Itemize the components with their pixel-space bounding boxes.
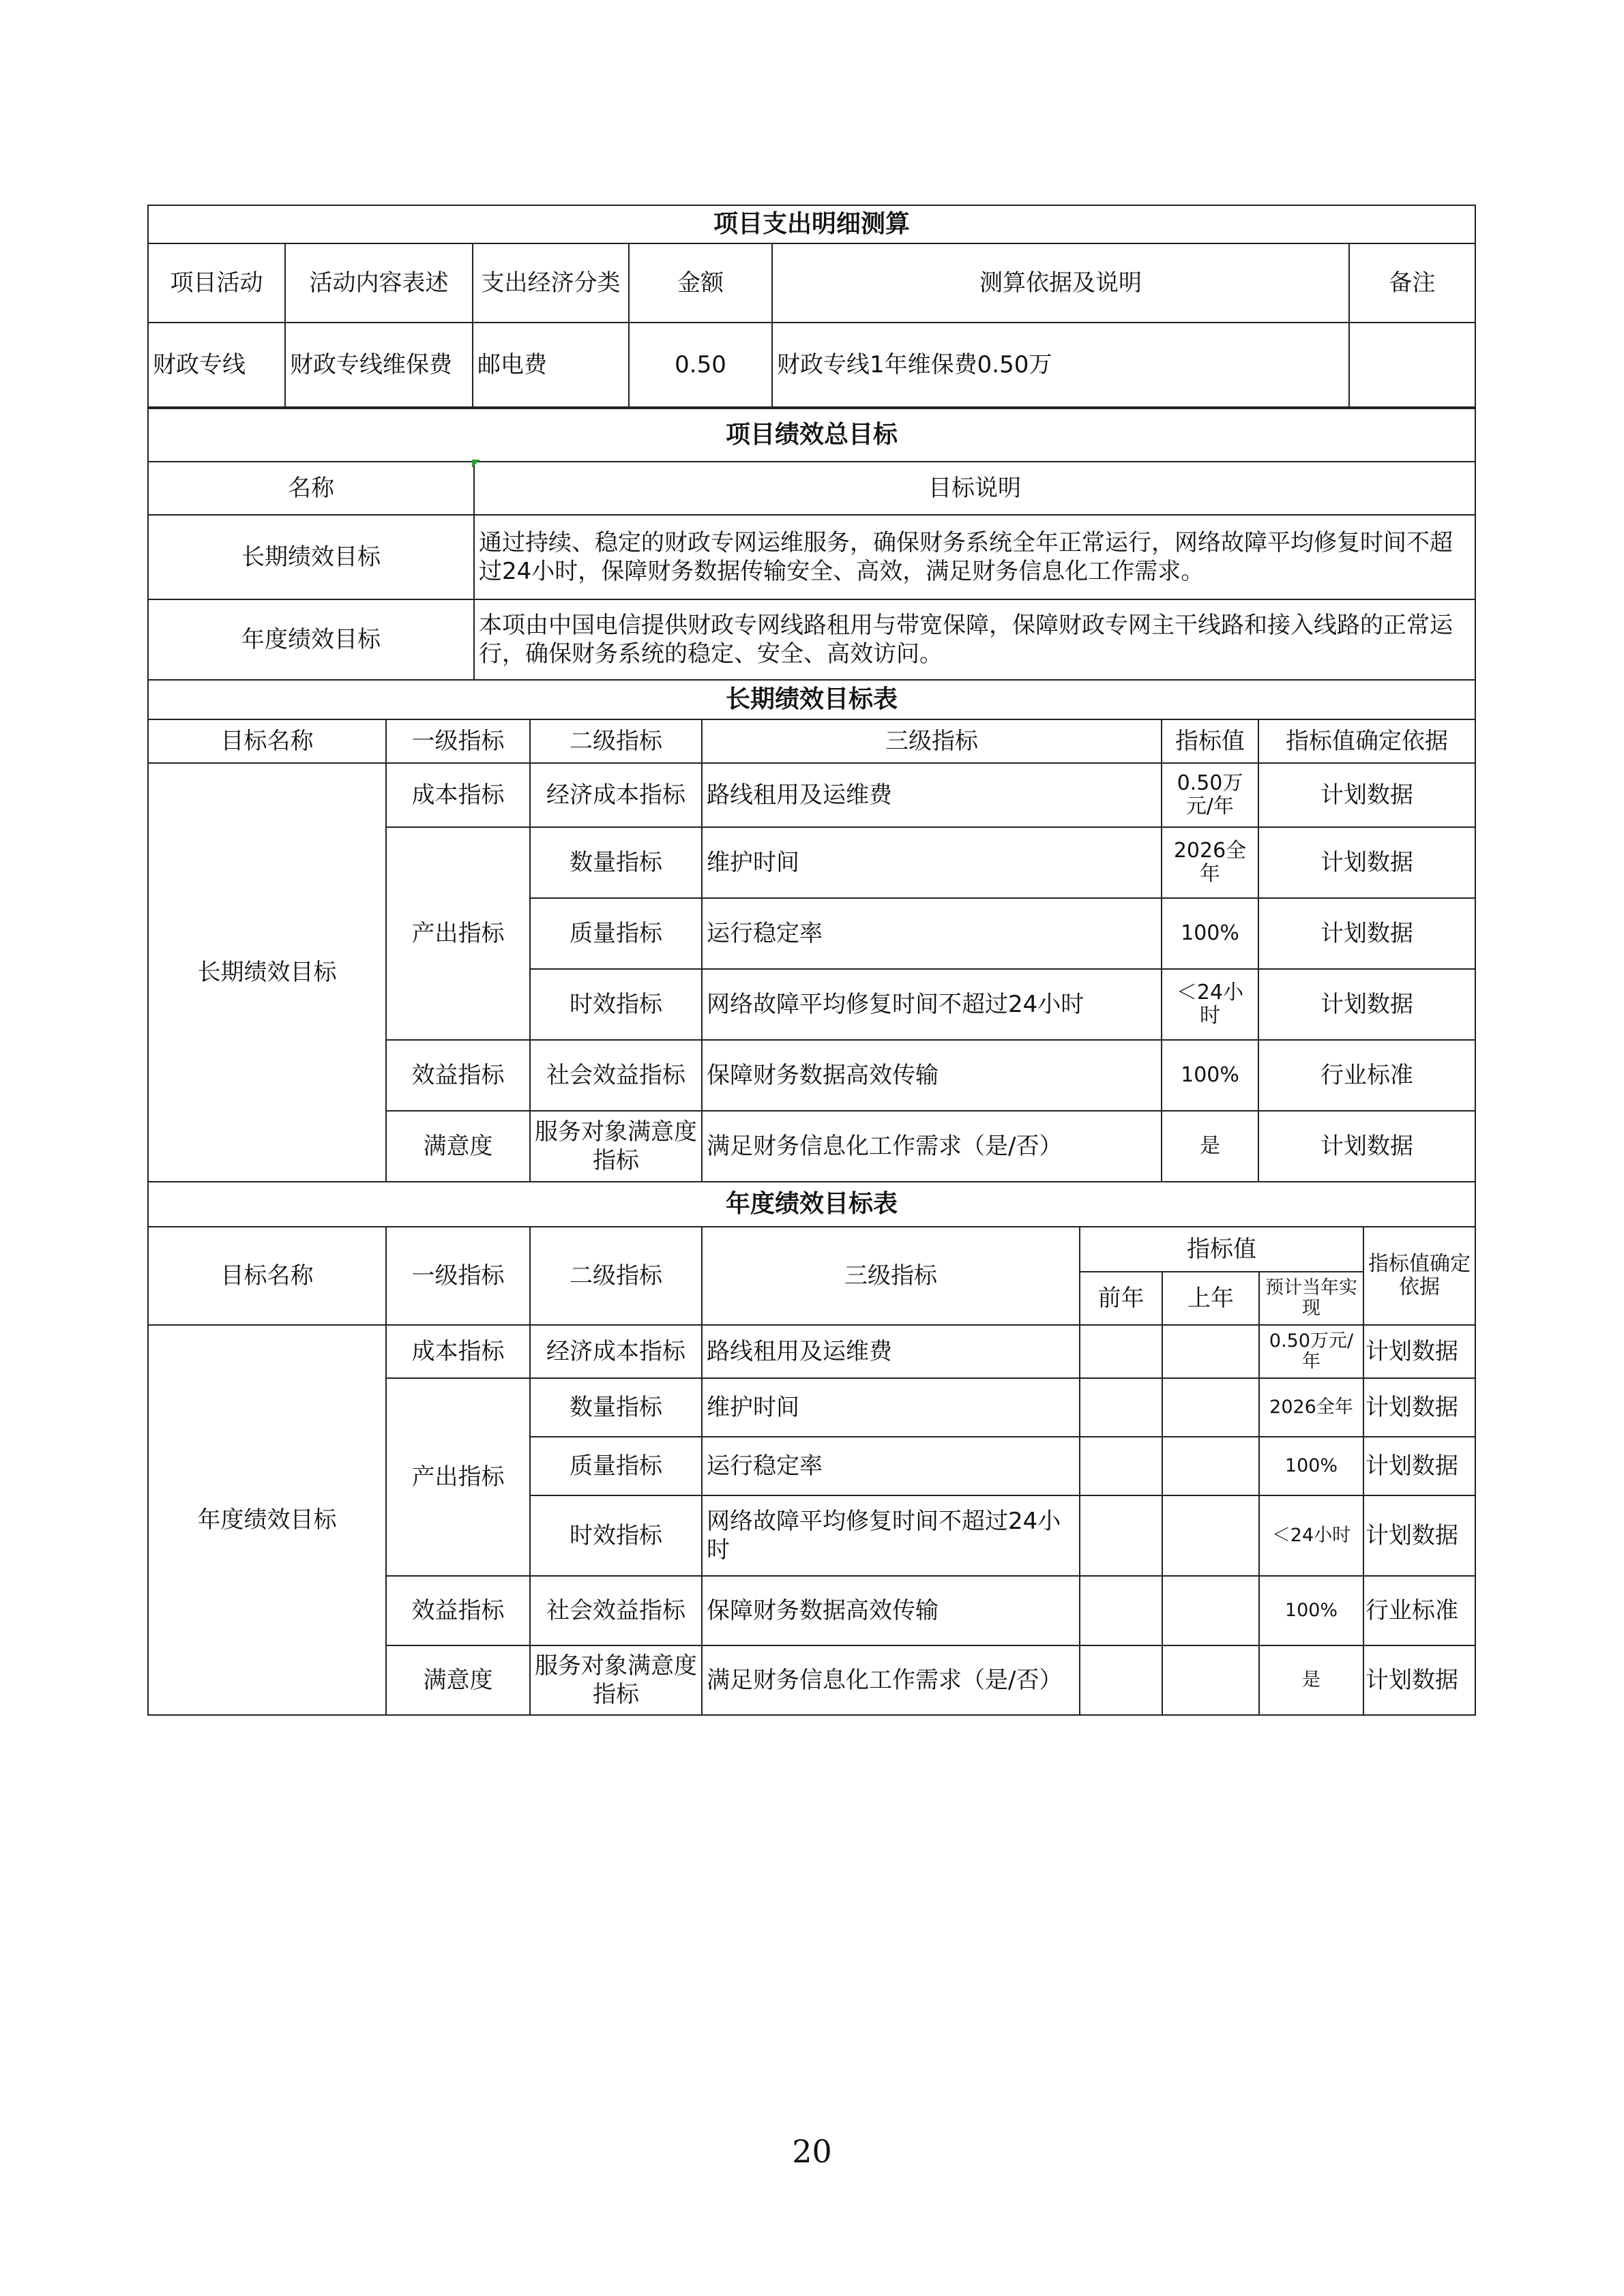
long-header-goal: 目标名称 xyxy=(148,719,386,763)
long-header-l2: 二级指标 xyxy=(530,719,702,763)
long-basis: 计划数据 xyxy=(1258,1111,1475,1182)
expense-basis: 财政专线1年维保费0.50万 xyxy=(772,323,1349,407)
long-value: 是 xyxy=(1162,1111,1258,1182)
expense-remark xyxy=(1349,323,1475,407)
annual-prev2 xyxy=(1080,1495,1162,1576)
overall-title: 项目绩效总目标 xyxy=(148,408,1475,462)
expense-header-amount: 金额 xyxy=(629,243,772,323)
annual-prev2 xyxy=(1080,1378,1162,1437)
annual-title: 年度绩效目标表 xyxy=(148,1182,1475,1227)
long-value: 100% xyxy=(1162,898,1258,969)
long-l1-output: 产出指标 xyxy=(386,827,530,1040)
long-basis: 计划数据 xyxy=(1258,969,1475,1040)
long-l1-cost: 成本指标 xyxy=(386,763,530,827)
annual-header-l1: 一级指标 xyxy=(386,1227,530,1325)
long-l2: 数量指标 xyxy=(530,827,702,898)
annual-prev2 xyxy=(1080,1576,1162,1645)
annual-prev1 xyxy=(1162,1645,1259,1715)
annual-goal-text: 本项由中国电信提供财政专网线路租用与带宽保障，保障财政专网主干线路和接入线路的正常运行，确保财务系统的稳定、安全、高效访问。 xyxy=(474,599,1475,680)
annual-current: 0.50万元/年 xyxy=(1259,1325,1363,1378)
annual-header-l2: 二级指标 xyxy=(530,1227,702,1325)
annual-header-goal: 目标名称 xyxy=(148,1227,386,1325)
long-goal-name: 长期绩效目标 xyxy=(148,763,386,1182)
long-l3: 维护时间 xyxy=(702,827,1162,898)
annual-l2: 经济成本指标 xyxy=(530,1325,702,1378)
long-l1-benefit: 效益指标 xyxy=(386,1040,530,1111)
annual-prev1 xyxy=(1162,1576,1259,1645)
long-term-title: 长期绩效目标表 xyxy=(148,680,1475,719)
annual-goal-label: 年度绩效目标 xyxy=(148,599,474,680)
annual-header-prev1: 上年 xyxy=(1162,1272,1259,1325)
long-l3: 路线租用及运维费 xyxy=(702,763,1162,827)
annual-current: ＜24小时 xyxy=(1259,1495,1363,1576)
expense-table xyxy=(147,205,1476,408)
expense-content: 财政专线维保费 xyxy=(285,323,473,407)
cell-comment-marker-icon xyxy=(472,460,480,468)
annual-current: 是 xyxy=(1259,1645,1363,1715)
long-term-section xyxy=(147,679,1475,1182)
annual-l3: 网络故障平均修复时间不超过24小时 xyxy=(702,1495,1080,1576)
long-term-goal-label: 长期绩效目标 xyxy=(148,515,474,599)
long-l2: 服务对象满意度指标 xyxy=(530,1111,702,1182)
annual-header-value: 指标值 xyxy=(1080,1227,1363,1272)
long-l3: 网络故障平均修复时间不超过24小时 xyxy=(702,969,1162,1040)
long-header-basis: 指标值确定依据 xyxy=(1258,719,1475,763)
long-value: ＜24小时 xyxy=(1162,969,1258,1040)
annual-goal-name: 年度绩效目标 xyxy=(148,1325,386,1715)
expense-header-activity: 项目活动 xyxy=(148,243,285,323)
long-basis: 计划数据 xyxy=(1258,827,1475,898)
annual-l2: 时效指标 xyxy=(530,1495,702,1576)
annual-basis: 计划数据 xyxy=(1363,1378,1475,1437)
annual-l3: 维护时间 xyxy=(702,1378,1080,1437)
annual-basis: 计划数据 xyxy=(1363,1325,1475,1378)
annual-l2: 质量指标 xyxy=(530,1437,702,1495)
overall-goal-table xyxy=(147,408,1476,681)
annual-basis: 行业标准 xyxy=(1363,1576,1475,1645)
annual-prev1 xyxy=(1162,1325,1259,1378)
expense-header-category: 支出经济分类 xyxy=(473,243,629,323)
long-l2: 质量指标 xyxy=(530,898,702,969)
annual-current: 100% xyxy=(1259,1437,1363,1495)
annual-l1-benefit: 效益指标 xyxy=(386,1576,530,1645)
annual-header-basis: 指标值确定依据 xyxy=(1363,1227,1475,1325)
annual-basis: 计划数据 xyxy=(1363,1645,1475,1715)
annual-prev1 xyxy=(1162,1378,1259,1437)
annual-table xyxy=(147,1181,1476,1716)
annual-prev2 xyxy=(1080,1325,1162,1378)
annual-header-prev2: 前年 xyxy=(1080,1272,1162,1325)
long-header-value: 指标值 xyxy=(1162,719,1258,763)
annual-prev2 xyxy=(1080,1645,1162,1715)
long-header-l3: 三级指标 xyxy=(702,719,1162,763)
page-number: 20 xyxy=(792,2133,832,2170)
expense-activity: 财政专线 xyxy=(148,323,285,407)
annual-l1-cost: 成本指标 xyxy=(386,1325,530,1378)
annual-header-l3: 三级指标 xyxy=(702,1227,1080,1325)
long-term-table xyxy=(147,679,1476,1182)
expense-header-content: 活动内容表述 xyxy=(285,243,473,323)
annual-l3: 保障财务数据高效传输 xyxy=(702,1576,1080,1645)
annual-prev1 xyxy=(1162,1437,1259,1495)
annual-l1-satisfaction: 满意度 xyxy=(386,1645,530,1715)
long-basis: 行业标准 xyxy=(1258,1040,1475,1111)
long-value: 0.50万元/年 xyxy=(1162,763,1258,827)
overall-name-header: 名称 xyxy=(148,462,474,515)
long-basis: 计划数据 xyxy=(1258,898,1475,969)
long-header-l1: 一级指标 xyxy=(386,719,530,763)
long-term-goal-text: 通过持续、稳定的财政专网运维服务，确保财务系统全年正常运行，网络故障平均修复时间不超过24小时，保障财务数据传输安全、高效，满足财务信息化工作需求。 xyxy=(474,515,1475,599)
annual-l3: 满足财务信息化工作需求（是/否） xyxy=(702,1645,1080,1715)
long-l3: 满足财务信息化工作需求（是/否） xyxy=(702,1111,1162,1182)
long-value: 2026全年 xyxy=(1162,827,1258,898)
long-l3: 运行稳定率 xyxy=(702,898,1162,969)
long-l3: 保障财务数据高效传输 xyxy=(702,1040,1162,1111)
long-l2: 时效指标 xyxy=(530,969,702,1040)
expense-title: 项目支出明细测算 xyxy=(148,205,1475,243)
annual-l1-output: 产出指标 xyxy=(386,1378,530,1576)
annual-prev2 xyxy=(1080,1437,1162,1495)
expense-amount: 0.50 xyxy=(629,323,772,407)
annual-l2: 社会效益指标 xyxy=(530,1576,702,1645)
annual-l3: 路线租用及运维费 xyxy=(702,1325,1080,1378)
expense-header-remark: 备注 xyxy=(1349,243,1475,323)
annual-l2: 服务对象满意度指标 xyxy=(530,1645,702,1715)
annual-current: 100% xyxy=(1259,1576,1363,1645)
annual-section xyxy=(147,1181,1475,1716)
annual-prev1 xyxy=(1162,1495,1259,1576)
annual-basis: 计划数据 xyxy=(1363,1495,1475,1576)
annual-basis: 计划数据 xyxy=(1363,1437,1475,1495)
expense-header-basis: 测算依据及说明 xyxy=(772,243,1349,323)
long-basis: 计划数据 xyxy=(1258,763,1475,827)
long-l1-satisfaction: 满意度 xyxy=(386,1111,530,1182)
long-value: 100% xyxy=(1162,1040,1258,1111)
annual-current: 2026全年 xyxy=(1259,1378,1363,1437)
annual-l2: 数量指标 xyxy=(530,1378,702,1437)
long-l2: 社会效益指标 xyxy=(530,1040,702,1111)
annual-l3: 运行稳定率 xyxy=(702,1437,1080,1495)
expense-and-overall-section xyxy=(147,205,1475,681)
annual-header-current: 预计当年实现 xyxy=(1259,1272,1363,1325)
expense-category: 邮电费 xyxy=(473,323,629,407)
overall-desc-header: 目标说明 xyxy=(474,462,1475,515)
long-l2: 经济成本指标 xyxy=(530,763,702,827)
